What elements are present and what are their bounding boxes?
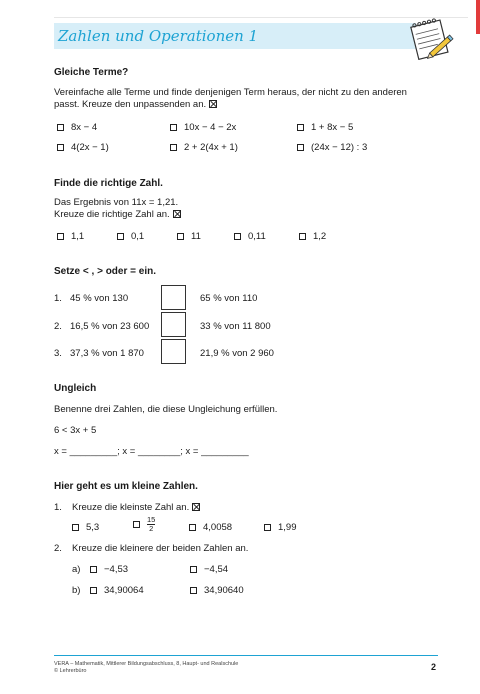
- term-left: 16,5 % von 23 600: [70, 321, 150, 332]
- checkbox[interactable]: [57, 233, 64, 240]
- answer-blanks[interactable]: x = _________; x = ________; x = _________: [54, 446, 249, 457]
- checkbox[interactable]: [72, 524, 79, 531]
- task2-option[interactable]: 0,1: [117, 231, 144, 242]
- inequality: 6 < 3x + 5: [54, 425, 97, 436]
- fraction: $\frac{15}{2}$: [147, 515, 156, 533]
- q1-option-fraction[interactable]: [133, 516, 155, 533]
- checkbox[interactable]: [117, 233, 124, 240]
- q1-option[interactable]: 5,3: [72, 522, 99, 533]
- task1-option[interactable]: 2 + 2(4x + 1): [170, 142, 238, 153]
- page-number: 2: [430, 662, 436, 672]
- checkbox[interactable]: [264, 524, 271, 531]
- question-number: 1.: [54, 502, 62, 513]
- task2-option[interactable]: 11: [177, 231, 201, 242]
- task4-instruction: Benenne drei Zahlen, die diese Ungleichung erfüllen.: [54, 404, 278, 415]
- question-text: Kreuze die kleinere der beiden Zahlen an.: [72, 543, 249, 554]
- q1-option[interactable]: 1,99: [264, 522, 297, 533]
- checkbox[interactable]: [170, 144, 177, 151]
- checkbox[interactable]: [57, 144, 64, 151]
- checkbox[interactable]: [133, 521, 140, 528]
- q2b-option[interactable]: 34,90640: [190, 585, 244, 596]
- term-right: 33 % von 11 800: [200, 321, 271, 332]
- footer-text: [54, 661, 238, 675]
- task5-heading: Hier geht es um kleine Zahlen.: [54, 481, 198, 492]
- footer-line1: VERA – Mathematik, Mittlerer Bildungsabschluss, 8, Haupt- und Realschule: [54, 661, 239, 667]
- q2b-option[interactable]: 34,90064: [90, 585, 144, 596]
- checkbox[interactable]: [297, 144, 304, 151]
- footer-rule: [54, 655, 438, 656]
- task4-heading: Ungleich: [54, 383, 97, 394]
- notepad-pencil-icon: [402, 16, 458, 60]
- q1-option[interactable]: 4,0058: [189, 522, 232, 533]
- checkbox[interactable]: [90, 566, 97, 573]
- task1-option[interactable]: (24x − 12) : 3: [297, 142, 367, 153]
- task1-option[interactable]: 1 + 8x − 5: [297, 122, 353, 133]
- task2-option[interactable]: 1,2: [299, 231, 326, 242]
- footer-line2: © Lehrerbüro: [54, 668, 87, 674]
- comparison-answer-box[interactable]: [161, 339, 186, 364]
- task2-line1: Das Ergebnis von 11x = 1,21.: [54, 197, 179, 208]
- task2-line2: Kreuze die richtige Zahl an.: [54, 209, 181, 220]
- checkbox[interactable]: [57, 124, 64, 131]
- subquestion-label: b): [72, 585, 81, 596]
- task3-heading: Setze < , > oder = ein.: [54, 266, 156, 277]
- task1-heading: Gleiche Terme?: [54, 67, 129, 78]
- checkbox[interactable]: [190, 587, 197, 594]
- checkbox[interactable]: [177, 233, 184, 240]
- checkbox[interactable]: [297, 124, 304, 131]
- term-left: 37,3 % von 1 870: [70, 348, 144, 359]
- comparison-answer-box[interactable]: [161, 312, 186, 337]
- question-number: 2.: [54, 543, 62, 554]
- comparison-answer-box[interactable]: [161, 285, 186, 310]
- corner-marker: [476, 0, 480, 34]
- subquestion-label: a): [72, 564, 81, 575]
- checkbox[interactable]: [189, 524, 196, 531]
- task2-option[interactable]: 1,1: [57, 231, 84, 242]
- q2a-option[interactable]: −4,54: [190, 564, 228, 575]
- checkbox[interactable]: [90, 587, 97, 594]
- task1-instruction-line1: Vereinfache alle Terme und finde denjenigen Term heraus, der nicht zu den anderen: [54, 87, 407, 98]
- q2a-option[interactable]: −4,53: [90, 564, 128, 575]
- crossed-box-icon: [173, 210, 181, 218]
- checkbox[interactable]: [299, 233, 306, 240]
- task1-option[interactable]: 10x − 4 − 2x: [170, 122, 236, 133]
- term-left: 45 % von 130: [70, 293, 129, 304]
- task2-option[interactable]: 0,11: [234, 231, 266, 242]
- row-number: 3.: [54, 348, 62, 359]
- task1-option[interactable]: 4(2x − 1): [57, 142, 109, 153]
- row-number: 1.: [54, 293, 62, 304]
- question-text: Kreuze die kleinste Zahl an.: [72, 502, 200, 513]
- checkbox[interactable]: [170, 124, 177, 131]
- task1-instruction-line2: passt. Kreuze den unpassenden an.: [54, 99, 217, 110]
- checkbox[interactable]: [190, 566, 197, 573]
- crossed-box-icon: [209, 100, 217, 108]
- term-right: 65 % von 110: [200, 293, 258, 304]
- task2-heading: Finde die richtige Zahl.: [54, 178, 163, 189]
- row-number: 2.: [54, 321, 62, 332]
- term-right: 21,9 % von 2 960: [200, 348, 274, 359]
- page-title: Zahlen und Operationen 1: [58, 27, 259, 45]
- crossed-box-icon: [192, 503, 200, 511]
- task1-option[interactable]: 8x − 4: [57, 122, 97, 133]
- checkbox[interactable]: [234, 233, 241, 240]
